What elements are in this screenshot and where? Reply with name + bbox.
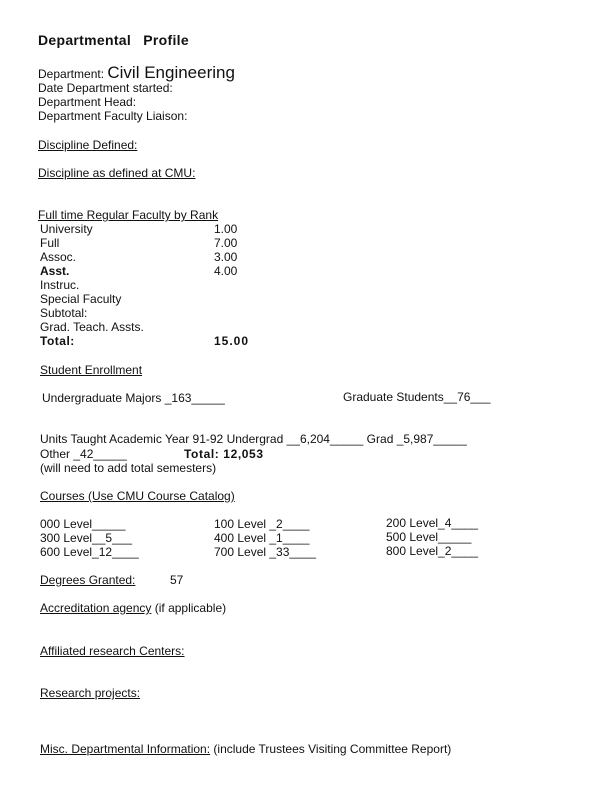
date-started-label: Date Department started: (38, 81, 173, 95)
misc-info-note: (include Trustees Visiting Committee Report) (213, 742, 452, 756)
faculty-value: 7.00 (214, 236, 238, 250)
course-level: 400 Level _1____ (214, 531, 310, 545)
accreditation-note: (if applicable) (154, 601, 227, 615)
course-level: 100 Level _2____ (214, 517, 310, 531)
degrees-granted-value: 57 (170, 573, 184, 587)
faculty-rank: University (40, 222, 93, 236)
department-value: Civil Engineering (107, 63, 235, 82)
enrollment-heading: Student Enrollment (40, 363, 143, 377)
faculty-total-value: 15.00 (214, 334, 250, 348)
misc-info-line (40, 742, 451, 756)
course-level: 500 Level_____ (386, 530, 472, 544)
page-title: Departmental Profile (38, 32, 189, 48)
faculty-heading: Full time Regular Faculty by Rank (38, 208, 219, 222)
units-total: Total: 12,053 (184, 447, 264, 461)
faculty-value: 3.00 (214, 250, 238, 264)
course-level: 600 Level_12____ (40, 545, 139, 559)
units-taught-line: Units Taught Academic Year 91-92 Undergrad __6,204_____ Grad _5,987_____ (40, 432, 467, 446)
accreditation-label: Accreditation agency (40, 601, 152, 615)
course-level: 200 Level_4____ (386, 516, 479, 530)
faculty-value: 4.00 (214, 264, 238, 278)
course-level: 800 Level_2____ (386, 544, 479, 558)
undergrad-majors: Undergraduate Majors _163_____ (42, 391, 225, 405)
discipline-defined-heading: Discipline Defined: (38, 138, 138, 152)
accreditation-line (40, 601, 226, 615)
faculty-rank: Special Faculty (40, 292, 122, 306)
department-line (38, 63, 235, 82)
degrees-granted-label: Degrees Granted: (40, 573, 136, 587)
courses-heading: Courses (Use CMU Course Catalog) (40, 489, 235, 503)
faculty-rank: Instruc. (40, 278, 80, 292)
faculty-rank: Full (40, 236, 60, 250)
units-other: Other _42_____ (40, 447, 127, 461)
faculty-rank: Asst. (40, 264, 70, 278)
department-label: Department: (38, 67, 105, 81)
department-head-label: Department Head: (38, 95, 137, 109)
faculty-rank: Grad. Teach. Assts. (40, 320, 144, 334)
faculty-liaison-label: Department Faculty Liaison: (38, 109, 188, 123)
faculty-rank: Subtotal: (40, 306, 88, 320)
discipline-cmu-heading: Discipline as defined at CMU: (38, 166, 196, 180)
course-level: 300 Level__5___ (40, 531, 133, 545)
faculty-value: 1.00 (214, 222, 238, 236)
course-level: 000 Level_____ (40, 517, 126, 531)
misc-info-label: Misc. Departmental Information: (40, 742, 211, 756)
research-projects-heading: Research projects: (40, 686, 141, 700)
units-note: (will need to add total semesters) (40, 461, 217, 475)
course-level: 700 Level _33____ (214, 545, 317, 559)
affiliated-centers-heading: Affiliated research Centers: (40, 644, 185, 658)
graduate-students: Graduate Students__76___ (343, 390, 491, 404)
faculty-total-label: Total: (40, 334, 75, 348)
faculty-rank: Assoc. (40, 250, 77, 264)
